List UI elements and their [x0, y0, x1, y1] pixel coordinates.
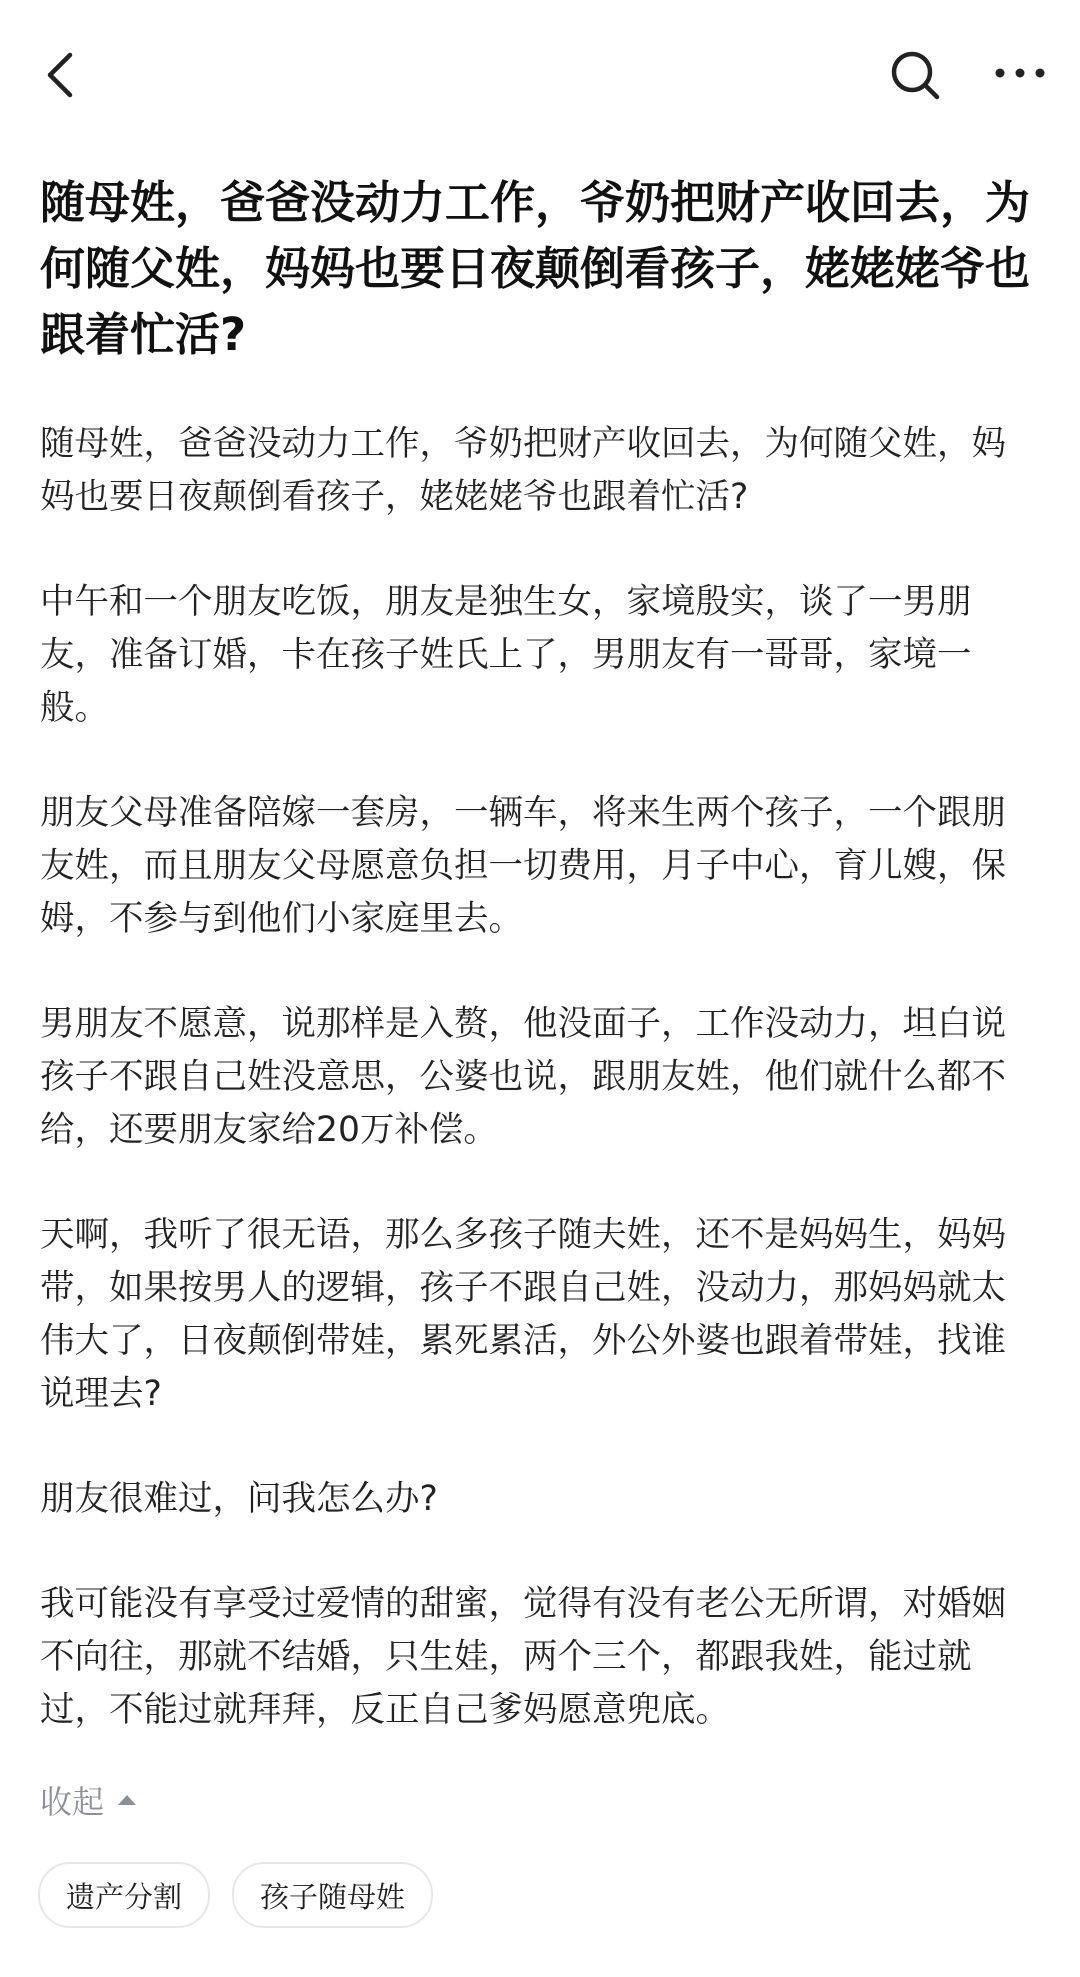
body-paragraph: 朋友父母准备陪嫁一套房，一辆车，将来生两个孩子，一个跟朋友姓，而且朋友父母愿意负担一切费用，月子中心，育儿嫂，保姆，不参与到他们小家庭里去。 — [40, 793, 1006, 939]
search-icon — [885, 45, 945, 105]
more-horizontal-icon — [990, 45, 1050, 105]
body-paragraph: 天啊，我听了很无语，那么多孩子随夫姓，还不是妈妈生，妈妈带，如果按男人的逻辑，孩子不跟自己姓，没动力，那妈妈就太伟大了，日夜颠倒带娃，累死累活，外公外婆也跟着带娃，找谁说理去? — [40, 1215, 1006, 1414]
caret-up-icon — [118, 1795, 136, 1805]
question-title: 随母姓，爸爸没动力工作，爷奶把财产收回去，为何随父姓，妈妈也要日夜颠倒看孩子，姥姥姥爷也跟着忙活? — [40, 176, 1031, 361]
topic-tag[interactable]: 遗产分割 — [38, 1862, 210, 1928]
body-paragraph: 我可能没有享受过爱情的甜蜜，觉得有没有老公无所谓，对婚姻不向往，那就不结婚，只生娃，两个三个，都跟我姓，能过就过，不能过就拜拜，反正自己爹妈愿意兜底。 — [40, 1584, 1006, 1730]
chevron-left-icon — [40, 45, 90, 105]
back-button[interactable] — [40, 45, 90, 105]
top-bar — [0, 0, 1080, 150]
body-paragraph: 男朋友不愿意，说那样是入赘，他没面子，工作没动力，坦白说孩子不跟自己姓没意思，公婆也说，跟朋友姓，他们就什么都不给，还要朋友家给20万补偿。 — [40, 1004, 1006, 1150]
topic-tags — [38, 1862, 433, 1928]
collapse-label: 收起 — [40, 1783, 105, 1821]
search-button[interactable] — [885, 45, 945, 105]
question-body — [40, 418, 1040, 1789]
body-paragraph: 中午和一个朋友吃饭，朋友是独生女，家境殷实，谈了一男朋友，准备订婚，卡在孩子姓氏上了，男朋友有一哥哥，家境一般。 — [40, 582, 972, 728]
more-button[interactable] — [990, 45, 1050, 105]
topic-tag[interactable]: 孩子随母姓 — [232, 1862, 433, 1928]
body-paragraph: 随母姓，爸爸没动力工作，爷奶把财产收回去，为何随父姓，妈妈也要日夜颠倒看孩子，姥姥姥爷也跟着忙活? — [40, 424, 1006, 517]
body-paragraph: 朋友很难过，问我怎么办? — [40, 1479, 438, 1519]
collapse-button[interactable] — [40, 1775, 136, 1825]
